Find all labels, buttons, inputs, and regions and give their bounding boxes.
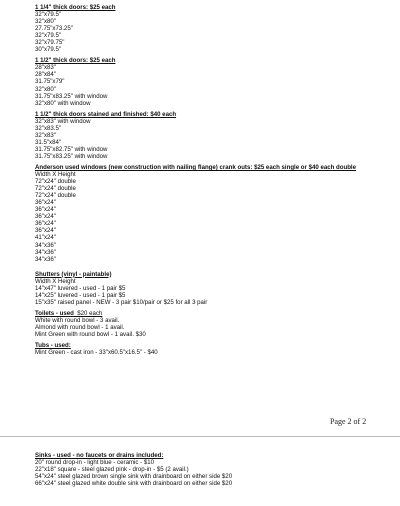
section-heading [35,164,395,171]
list-item: 32"x83" with window [35,117,91,125]
page-number: Page 2 of 2 [330,417,367,426]
heading-text: Anderson used windows (new construction with nailing flange) crank outs [35,163,251,171]
heading-text: Toilets - used [35,309,74,317]
list-item: 32"x83" [35,131,56,139]
list-item: 72"x24" double [35,185,76,193]
list-item: 34"x36" [35,241,56,249]
list-item: 34"x36" [35,248,56,256]
list-item: 32"x83.5" [35,124,62,132]
heading-text: Tubs - used [35,342,69,350]
list-item: 72"x24" double [35,178,76,186]
list-item: 31.75"x83.25" with window [35,92,108,100]
list-item: Almond with round bowl - 1 avail. [35,323,125,331]
list-item: 31.75"x82.75" with window [35,145,108,153]
section-1-1-2-doors [35,57,395,106]
document-page [35,4,395,360]
section-stained-doors [35,111,395,160]
heading-text: Shutters (vinyl - paintable) [35,270,112,278]
list-item: 31.75"x83.25" with window [35,152,108,160]
section-heading [35,271,395,278]
heading-text: 1 1/2" thick doors stained and finished [35,110,147,118]
list-item: 34"x36" [35,255,56,263]
list-item: 31.75"x79" [35,78,65,86]
section-heading [35,57,395,64]
heading-price: : [161,452,164,459]
list-item: Mint Green - cast iron - 33"x60.5"x16.5" - $40 [35,349,158,357]
heading-price: : [68,342,71,350]
list-item: 32"x79.75" [35,39,65,47]
section-sinks [35,452,395,487]
heading-price: : $25 each [85,57,116,65]
heading-text: 1 1/4" thick doors [35,4,86,11]
list-item: 32"x80" [35,85,56,93]
list-item: Mint Green with round bowl - 1 avail. $30 [35,331,146,339]
section-heading [35,111,395,118]
page-divider [0,436,400,437]
section-heading [35,310,395,317]
heading-price: $20 each [73,309,103,317]
list-item: 28"x83" [35,64,56,72]
document-page-continued [35,452,395,491]
section-anderson-windows [35,164,395,263]
list-item: 36"x24" [35,206,56,214]
list-item: 28"x84" [35,71,56,79]
list-item: 15"x35" raised panel - NEW - 3 pair $10/pair or $25 for all 3 pair [35,298,208,306]
list-item: 14"x47" luvered - used - 1 pair $5 [35,284,126,292]
section-heading [35,4,395,11]
list-item: 30"x79.5" [35,46,62,54]
list-item: 22"x18" square - steel glazed pink - drop-in - $5 (2 avail.) [35,466,189,474]
section-toilets [35,310,395,338]
heading-text: Sinks - used - no faucets or drains included [35,452,162,459]
list-item: 36"x24" [35,220,56,228]
heading-text: 1 1/2" thick doors [35,57,86,65]
list-item: 66"x24" steel glazed white double sink with drainboard on either side $20 [35,480,233,488]
section-heading [35,342,395,349]
list-item: 36"x24" [35,227,56,235]
list-item: Width X Height [35,277,76,285]
section-shutters [35,271,395,306]
section-tubs [35,342,395,356]
list-item: 54"x24" steel glazed brown single sink with drainboard on either side $20 [35,473,233,481]
list-item: 14"x25" luvered - used - 1 pair $5 [35,291,126,299]
list-item: 32"x80" with window [35,99,91,107]
list-item: 72"x24" double [35,192,76,200]
list-item: 32"x79.5" [35,11,62,19]
heading-price: : $40 each [146,110,177,118]
list-item: 32"x80" [35,18,56,26]
heading-price: : $25 each single or $40 each double [250,163,357,171]
list-item: 36"x24" [35,213,56,221]
list-item: 32"x79.5" [35,32,62,40]
section-heading [35,452,395,459]
list-item: 36"x24" [35,199,56,207]
section-1-1-4-doors [35,4,395,53]
heading-price: : $25 each [85,4,116,11]
list-item: Width X Height [35,171,76,179]
list-item: White with round bowl - 3 avail. [35,316,120,324]
list-item: 20" round drop-in - light blue - ceramic - $10 [35,459,155,467]
list-item: 41"x24" [35,234,56,242]
list-item: 31.5"x84" [35,138,62,146]
list-item: 27.75"x73.25" [35,25,73,33]
